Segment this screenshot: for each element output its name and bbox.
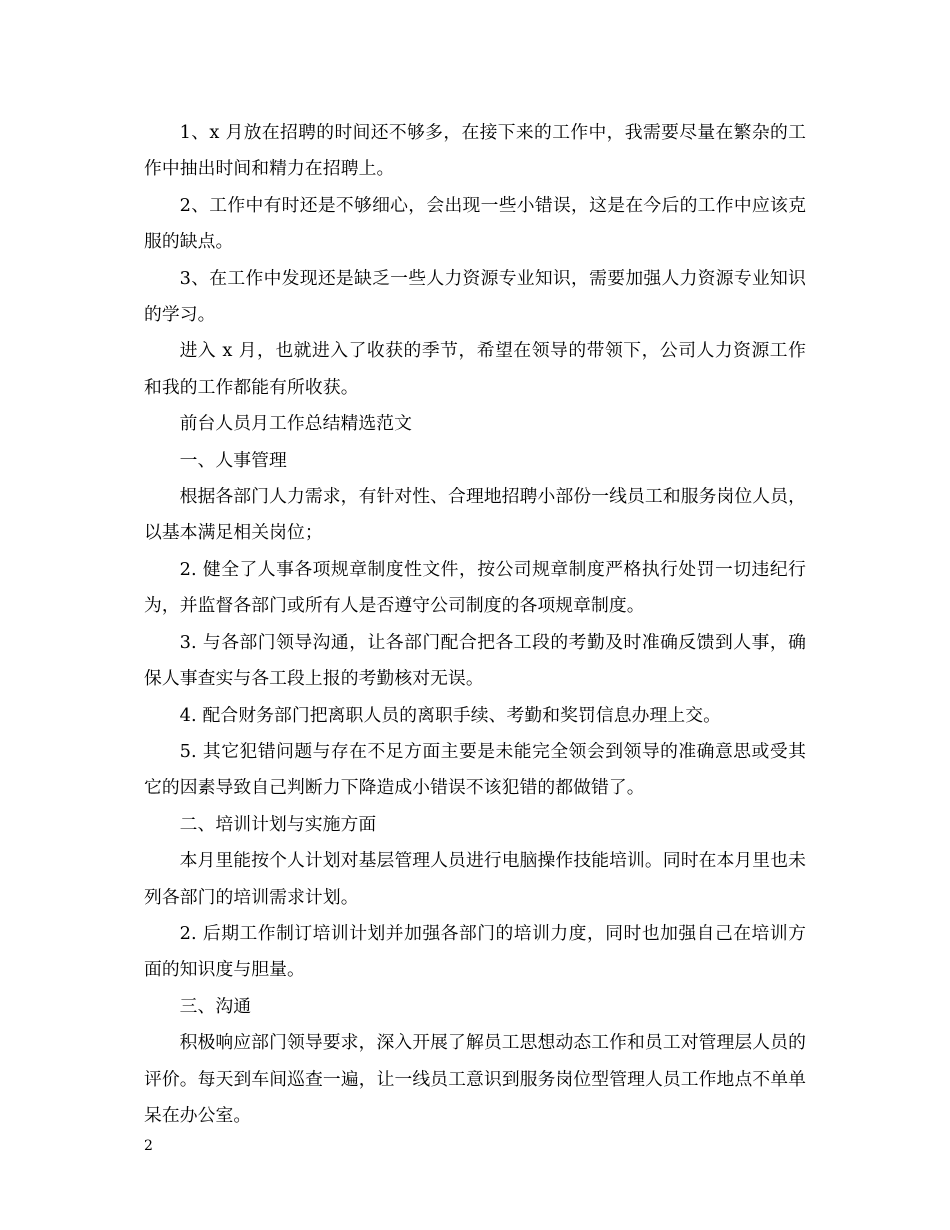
paragraph-training-plan: 本月里能按个人计划对基层管理人员进行电脑操作技能培训。同时在本月里也未列各部门的培训需求计划。 bbox=[144, 850, 806, 908]
paragraph-outlook: 进入 x 月，也就进入了收获的季节，希望在领导的带领下，公司人力资源工作和我的工作都能有所收获。 bbox=[144, 340, 806, 398]
paragraph-hr-knowledge: 3、在工作中发现还是缺乏一些人力资源专业知识，需要加强人力资源专业知识的学习。 bbox=[144, 267, 806, 326]
paragraph-attendance: 3. 与各部门领导沟通，让各部门配合把各工段的考勤及时准确反馈到人事，确保人事查实与各工段上报的考勤核对无误。 bbox=[144, 631, 806, 690]
paragraph-resignation: 4. 配合财务部门把离职人员的离职手续、考勤和奖罚信息办理上交。 bbox=[179, 704, 722, 726]
paragraph-recruitment: 根据各部门人力需求，有针对性、合理地招聘小部份一线员工和服务岗位人员，以基本满足相关岗位； bbox=[144, 486, 806, 544]
section-title: 前台人员月工作总结精选范文 bbox=[179, 413, 413, 435]
paragraph-shortcomings: 5. 其它犯错问题与存在不足方面主要是未能完全领会到领导的准确意思或受其它的因素导致自己判断力下降造成小错误不该犯错的都做错了。 bbox=[144, 740, 806, 799]
page-number: 2 bbox=[144, 1138, 153, 1154]
paragraph-carefulness: 2、工作中有时还是不够细心，会出现一些小错误，这是在今后的工作中应该克服的缺点。 bbox=[144, 194, 806, 253]
heading-personnel-management: 一、人事管理 bbox=[179, 449, 287, 471]
heading-training: 二、培训计划与实施方面 bbox=[179, 813, 377, 835]
paragraph-communication: 积极响应部门领导要求，深入开展了解员工思想动态工作和员工对管理层人员的评价。每天到车间巡查一遍，让一线员工意识到服务岗位型管理人员工作地点不单单呆在办公室。 bbox=[144, 1032, 806, 1126]
heading-communication: 三、沟通 bbox=[179, 995, 252, 1017]
paragraph-regulations: 2. 健全了人事各项规章制度性文件，按公司规章制度严格执行处罚一切违纪行为，并监督各部门或所有人是否遵守公司制度的各项规章制度。 bbox=[144, 558, 806, 617]
document-body bbox=[144, 115, 806, 1134]
paragraph-hiring-time: 1、x 月放在招聘的时间还不够多，在接下来的工作中，我需要尽量在繁杂的工作中抽出时间和精力在招聘上。 bbox=[144, 122, 806, 180]
paragraph-training-future: 2. 后期工作制订培训计划并加强各部门的培训力度，同时也加强自己在培训方面的知识度与胆量。 bbox=[144, 922, 806, 981]
